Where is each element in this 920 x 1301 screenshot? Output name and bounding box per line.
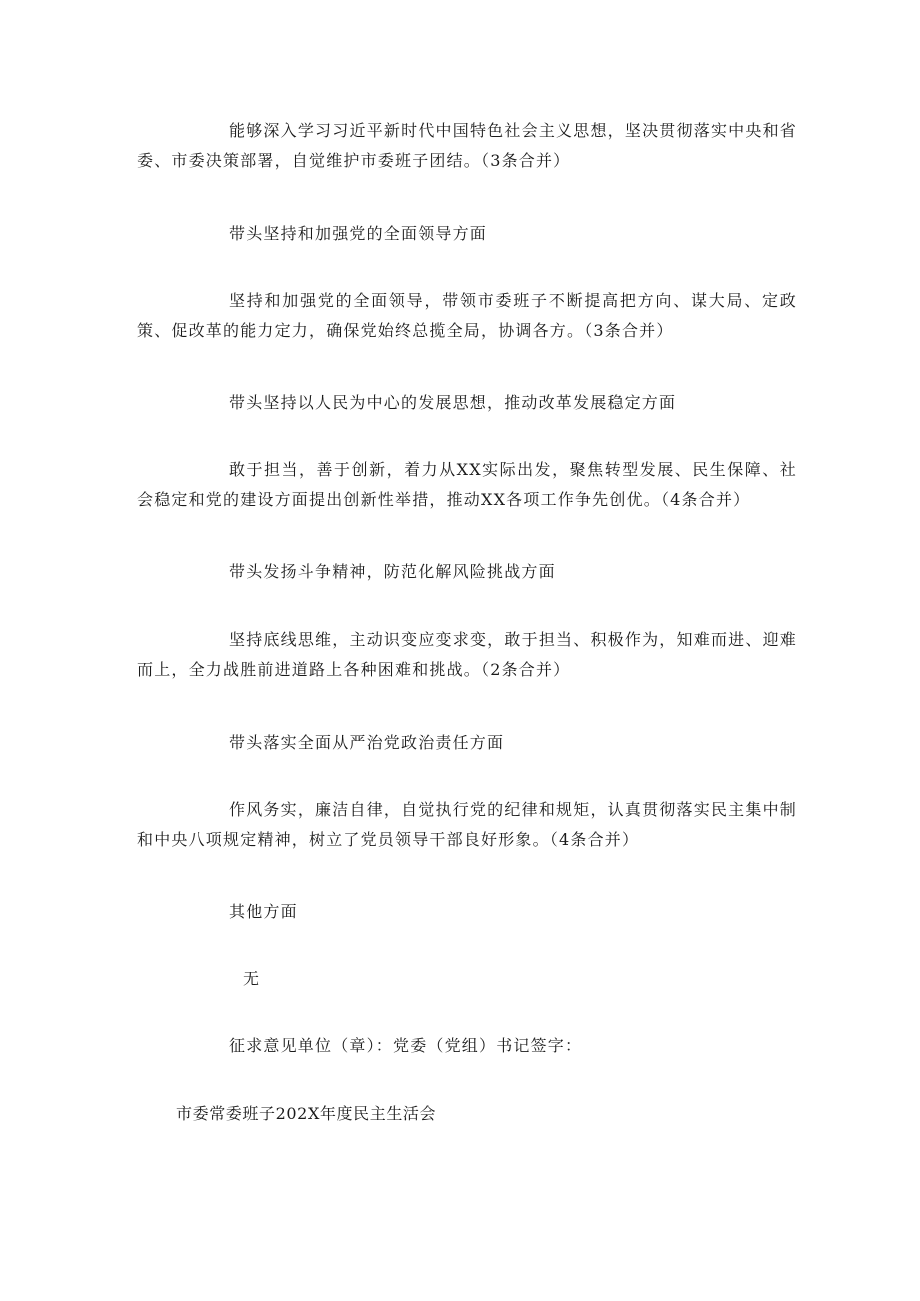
heading-struggle-spirit: 带头发扬斗争精神，防范化解风险挑战方面: [229, 562, 556, 581]
paragraph-people-centered: 敢于担当，善于创新，着力从XX实际出发，聚焦转型发展、民生保障、社会稳定和党的建设方面提出创新性举措，推动XX各项工作争先创优。（4条合并）: [137, 460, 797, 509]
document-footer-title: 市委常委班子202X年度民主生活会: [176, 1104, 437, 1123]
other-aspects-value: 无: [243, 969, 261, 988]
heading-other-aspects: 其他方面: [229, 902, 298, 921]
paragraph-strict-governance: 作风务实，廉洁自律，自觉执行党的纪律和规矩，认真贯彻落实民主集中制和中央八项规定精神，树立了党员领导干部良好形象。（4条合并）: [137, 800, 797, 849]
paragraph-party-leadership: 坚持和加强党的全面领导，带领市委班子不断提高把方向、谋大局、定政策、促改革的能力定力，确保党始终总揽全局，协调各方。（3条合并）: [137, 291, 797, 340]
heading-strict-governance: 带头落实全面从严治党政治责任方面: [229, 733, 505, 752]
heading-party-leadership: 带头坚持和加强党的全面领导方面: [229, 224, 488, 243]
paragraph-political-study: 能够深入学习习近平新时代中国特色社会主义思想，坚决贯彻落实中央和省委、市委决策部署，自觉维护市委班子团结。（3条合并）: [137, 121, 797, 170]
signature-line: 征求意见单位（章）：党委（党组）书记签字：: [229, 1036, 583, 1055]
paragraph-struggle-spirit: 坚持底线思维，主动识变应变求变，敢于担当、积极作为，知难而进、迎难而上，全力战胜前进道路上各种困难和挑战。（2条合并）: [137, 630, 797, 679]
heading-people-centered: 带头坚持以人民为中心的发展思想，推动改革发展稳定方面: [229, 393, 677, 412]
